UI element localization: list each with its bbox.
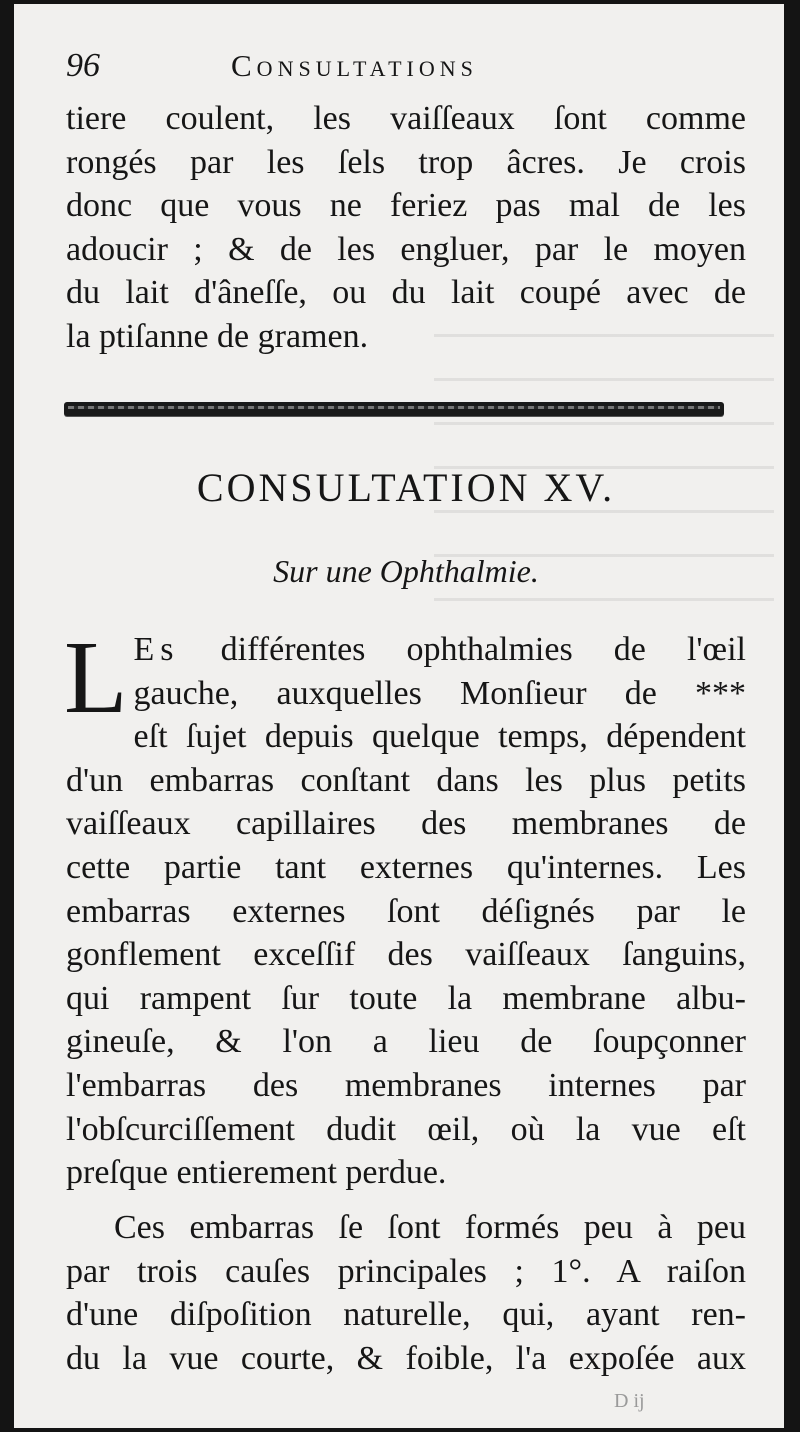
text-line: cette partie tant externes qu'internes. Les <box>66 848 746 886</box>
page-number: 96 <box>66 47 100 84</box>
text-line: la ptiſanne de gramen. <box>66 317 369 355</box>
text-line: vaiſſeaux capillaires des membranes de <box>66 805 746 843</box>
text-line: du lait d'âneſſe, ou du lait coupé avec de <box>66 274 746 312</box>
text-line: par trois cauſes principales ; 1°. A raiſon <box>66 1252 746 1290</box>
ornamental-rule <box>64 402 724 416</box>
text-line: d'une diſpoſition naturelle, qui, ayant ren- <box>66 1296 746 1334</box>
text-line: eſt ſujet depuis quelque temps, dépendent <box>133 718 746 756</box>
text-line <box>66 628 746 672</box>
consultation-paragraph-2 <box>66 1206 746 1380</box>
text-line-content: différentes ophthalmies de l'œil <box>220 631 747 668</box>
drop-cap-letter: L <box>64 620 128 735</box>
text-line: qui rampent ſur toute la membrane albu- <box>66 979 746 1017</box>
previous-consultation-text <box>66 97 746 359</box>
text-line: adoucir ; & de les engluer, par le moyen <box>66 230 746 268</box>
book-page <box>14 4 784 1428</box>
text-line: gineuſe, & l'on a lieu de ſoupçonner <box>66 1023 746 1061</box>
consultation-subtitle: Sur une Ophthalmie. <box>273 553 539 589</box>
text-line: tiere coulent, les vaiſſeaux ſont comme <box>66 100 746 137</box>
text-line: l'obſcurciſſement dudit œil, où la vue eſt <box>66 1110 746 1148</box>
signature-mark: D ij <box>614 1390 645 1412</box>
consultation-heading: CONSULTATION XV. <box>196 465 616 510</box>
running-head-title: Consultations <box>231 48 478 83</box>
running-head <box>66 44 746 88</box>
text-line: du la vue courte, & foible, l'a expoſée aux <box>66 1339 746 1377</box>
text-line: donc que vous ne feriez pas mal de les <box>66 187 746 225</box>
text-line: preſque entierement perdue. <box>66 1154 447 1192</box>
lead-letters: Es <box>133 631 180 668</box>
consultation-paragraph-1 <box>64 620 747 1195</box>
text-line: Ces embarras ſe ſont formés peu à peu <box>114 1209 746 1246</box>
text-line: gauche, auxquelles Monſieur de *** <box>133 674 746 712</box>
text-line: l'embarras des membranes internes par <box>66 1066 746 1104</box>
text-line: gonflement exceſſif des vaiſſeaux ſanguins, <box>66 936 746 974</box>
text-line: embarras externes ſont déſignés par le <box>66 892 746 930</box>
text-line: d'un embarras conſtant dans les plus petits <box>66 761 746 799</box>
text-line: rongés par les ſels trop âcres. Je crois <box>66 143 746 181</box>
